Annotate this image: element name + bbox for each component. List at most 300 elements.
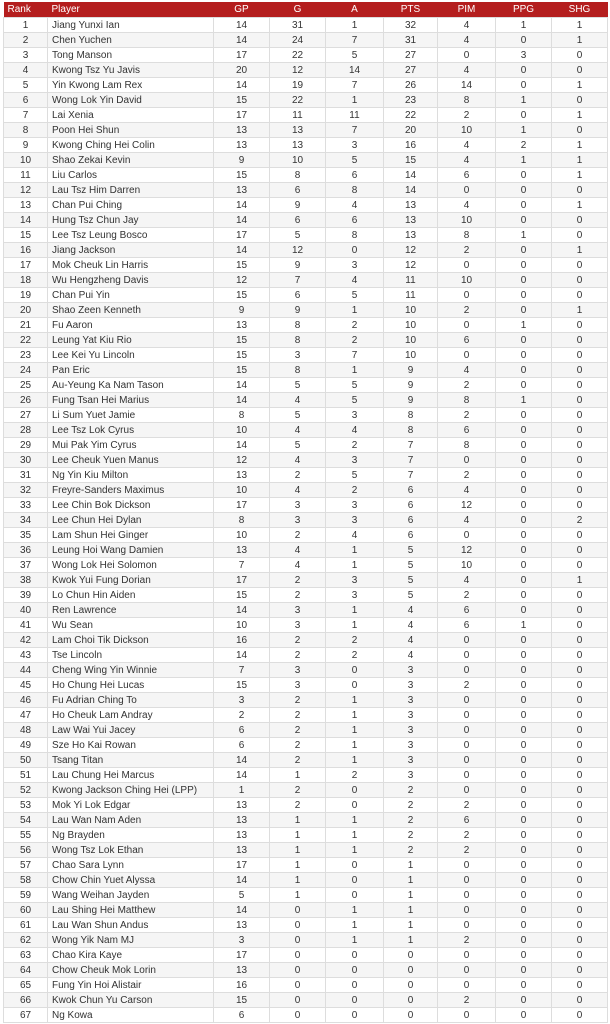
ppg-cell: 0	[496, 408, 552, 423]
gp-cell: 17	[214, 48, 270, 63]
player-name-cell: Wong Lok Hei Solomon	[48, 558, 214, 573]
player-name-cell: Tsang Titan	[48, 753, 214, 768]
g-cell: 0	[270, 963, 326, 978]
gp-cell: 13	[214, 918, 270, 933]
ppg-cell: 1	[496, 618, 552, 633]
ppg-cell: 1	[496, 318, 552, 333]
table-row	[4, 48, 608, 63]
gp-cell: 14	[214, 603, 270, 618]
pim-cell: 0	[438, 633, 496, 648]
player-name-cell: Chao Sara Lynn	[48, 858, 214, 873]
table-body	[4, 18, 608, 1023]
player-name-cell: Lee Chin Bok Dickson	[48, 498, 214, 513]
pts-cell: 1	[384, 873, 438, 888]
a-cell: 7	[326, 33, 384, 48]
a-cell: 4	[326, 198, 384, 213]
pim-cell: 10	[438, 558, 496, 573]
ppg-cell: 0	[496, 108, 552, 123]
gp-cell: 14	[214, 903, 270, 918]
a-cell: 0	[326, 798, 384, 813]
a-cell: 2	[326, 633, 384, 648]
player-name-cell: Ren Lawrence	[48, 603, 214, 618]
table-row	[4, 693, 608, 708]
pim-cell: 0	[438, 768, 496, 783]
pim-cell: 2	[438, 993, 496, 1008]
player-name-cell: Ng Kowa	[48, 1008, 214, 1023]
ppg-cell: 0	[496, 198, 552, 213]
pim-cell: 6	[438, 333, 496, 348]
column-header-pts[interactable]: PTS	[384, 2, 438, 18]
pts-cell: 4	[384, 603, 438, 618]
pts-cell: 1	[384, 903, 438, 918]
player-name-cell: Chow Chin Yuet Alyssa	[48, 873, 214, 888]
a-cell: 2	[326, 483, 384, 498]
pts-cell: 14	[384, 183, 438, 198]
rank-cell: 51	[4, 768, 48, 783]
gp-cell: 2	[214, 708, 270, 723]
pts-cell: 8	[384, 408, 438, 423]
shg-cell: 1	[552, 198, 608, 213]
ppg-cell: 0	[496, 348, 552, 363]
gp-cell: 17	[214, 108, 270, 123]
pts-cell: 26	[384, 78, 438, 93]
table-row	[4, 813, 608, 828]
column-header-player[interactable]: Player	[48, 2, 214, 18]
table-row	[4, 948, 608, 963]
rank-cell: 53	[4, 798, 48, 813]
g-cell: 1	[270, 873, 326, 888]
player-name-cell: Wong Yik Nam MJ	[48, 933, 214, 948]
gp-cell: 15	[214, 168, 270, 183]
table-row	[4, 483, 608, 498]
gp-cell: 9	[214, 153, 270, 168]
gp-cell: 17	[214, 948, 270, 963]
g-cell: 3	[270, 498, 326, 513]
rank-cell: 22	[4, 333, 48, 348]
pts-cell: 3	[384, 768, 438, 783]
g-cell: 13	[270, 138, 326, 153]
rank-cell: 54	[4, 813, 48, 828]
ppg-cell: 0	[496, 888, 552, 903]
rank-cell: 67	[4, 1008, 48, 1023]
shg-cell: 1	[552, 138, 608, 153]
table-row	[4, 858, 608, 873]
shg-cell: 0	[552, 333, 608, 348]
table-row	[4, 123, 608, 138]
player-name-cell: Lau Shing Hei Matthew	[48, 903, 214, 918]
ppg-cell: 0	[496, 678, 552, 693]
g-cell: 2	[270, 783, 326, 798]
g-cell: 0	[270, 978, 326, 993]
header-row	[4, 2, 608, 18]
shg-cell: 1	[552, 108, 608, 123]
g-cell: 2	[270, 633, 326, 648]
table-header	[4, 2, 608, 18]
table-row	[4, 558, 608, 573]
pts-cell: 3	[384, 753, 438, 768]
table-row	[4, 918, 608, 933]
a-cell: 4	[326, 423, 384, 438]
table-row	[4, 273, 608, 288]
player-name-cell: Lau Tsz Him Darren	[48, 183, 214, 198]
ppg-cell: 0	[496, 603, 552, 618]
gp-cell: 3	[214, 693, 270, 708]
rank-cell: 39	[4, 588, 48, 603]
player-name-cell: Lee Tsz Lok Cyrus	[48, 423, 214, 438]
a-cell: 3	[326, 513, 384, 528]
ppg-cell: 0	[496, 1008, 552, 1023]
gp-cell: 9	[214, 303, 270, 318]
column-header-rank[interactable]: Rank	[4, 2, 48, 18]
ppg-cell: 0	[496, 663, 552, 678]
gp-cell: 15	[214, 348, 270, 363]
ppg-cell: 0	[496, 258, 552, 273]
gp-cell: 14	[214, 378, 270, 393]
pts-cell: 4	[384, 618, 438, 633]
a-cell: 5	[326, 48, 384, 63]
gp-cell: 13	[214, 798, 270, 813]
table-row	[4, 678, 608, 693]
rank-cell: 50	[4, 753, 48, 768]
a-cell: 0	[326, 678, 384, 693]
pim-cell: 2	[438, 243, 496, 258]
g-cell: 2	[270, 588, 326, 603]
player-name-cell: Jiang Jackson	[48, 243, 214, 258]
table-row	[4, 888, 608, 903]
pim-cell: 2	[438, 828, 496, 843]
pim-cell: 10	[438, 123, 496, 138]
shg-cell: 0	[552, 363, 608, 378]
table-row	[4, 288, 608, 303]
ppg-cell: 0	[496, 723, 552, 738]
a-cell: 3	[326, 408, 384, 423]
ppg-cell: 0	[496, 828, 552, 843]
pts-cell: 6	[384, 483, 438, 498]
gp-cell: 12	[214, 453, 270, 468]
pim-cell: 0	[438, 903, 496, 918]
player-name-cell: Chow Cheuk Mok Lorin	[48, 963, 214, 978]
table-row	[4, 153, 608, 168]
gp-cell: 6	[214, 738, 270, 753]
g-cell: 2	[270, 648, 326, 663]
g-cell: 1	[270, 858, 326, 873]
a-cell: 7	[326, 123, 384, 138]
rank-cell: 43	[4, 648, 48, 663]
rank-cell: 41	[4, 618, 48, 633]
pts-cell: 5	[384, 573, 438, 588]
g-cell: 4	[270, 543, 326, 558]
table-row	[4, 843, 608, 858]
pts-cell: 16	[384, 138, 438, 153]
shg-cell: 1	[552, 18, 608, 33]
player-name-cell: Au-Yeung Ka Nam Tason	[48, 378, 214, 393]
a-cell: 1	[326, 753, 384, 768]
rank-cell: 40	[4, 603, 48, 618]
gp-cell: 8	[214, 408, 270, 423]
shg-cell: 0	[552, 768, 608, 783]
player-name-cell: Fu Adrian Ching To	[48, 693, 214, 708]
shg-cell: 0	[552, 93, 608, 108]
rank-cell: 2	[4, 33, 48, 48]
table-row	[4, 333, 608, 348]
table-row	[4, 348, 608, 363]
ppg-cell: 0	[496, 798, 552, 813]
ppg-cell: 0	[496, 498, 552, 513]
gp-cell: 14	[214, 873, 270, 888]
g-cell: 11	[270, 108, 326, 123]
player-name-cell: Shao Zekai Kevin	[48, 153, 214, 168]
a-cell: 2	[326, 318, 384, 333]
pim-cell: 0	[438, 348, 496, 363]
a-cell: 2	[326, 768, 384, 783]
gp-cell: 15	[214, 363, 270, 378]
pts-cell: 27	[384, 48, 438, 63]
pts-cell: 3	[384, 708, 438, 723]
g-cell: 22	[270, 48, 326, 63]
pim-cell: 4	[438, 573, 496, 588]
rank-cell: 52	[4, 783, 48, 798]
pim-cell: 4	[438, 363, 496, 378]
shg-cell: 0	[552, 873, 608, 888]
rank-cell: 29	[4, 438, 48, 453]
g-cell: 7	[270, 273, 326, 288]
rank-cell: 17	[4, 258, 48, 273]
gp-cell: 13	[214, 843, 270, 858]
a-cell: 8	[326, 183, 384, 198]
column-header-gp[interactable]: GP	[214, 2, 270, 18]
rank-cell: 19	[4, 288, 48, 303]
pts-cell: 6	[384, 498, 438, 513]
table-row	[4, 573, 608, 588]
pim-cell: 0	[438, 738, 496, 753]
pim-cell: 6	[438, 813, 496, 828]
table-row	[4, 213, 608, 228]
table-row	[4, 438, 608, 453]
a-cell: 2	[326, 648, 384, 663]
ppg-cell: 0	[496, 963, 552, 978]
column-header-a[interactable]: A	[326, 2, 384, 18]
g-cell: 1	[270, 813, 326, 828]
pts-cell: 2	[384, 828, 438, 843]
gp-cell: 13	[214, 318, 270, 333]
shg-cell: 0	[552, 453, 608, 468]
pts-cell: 13	[384, 213, 438, 228]
rank-cell: 35	[4, 528, 48, 543]
a-cell: 3	[326, 258, 384, 273]
g-cell: 12	[270, 243, 326, 258]
player-name-cell: Ho Cheuk Lam Andray	[48, 708, 214, 723]
table-row	[4, 618, 608, 633]
table-row	[4, 993, 608, 1008]
pts-cell: 11	[384, 288, 438, 303]
rank-cell: 42	[4, 633, 48, 648]
player-name-cell: Kwok Yui Fung Dorian	[48, 573, 214, 588]
player-name-cell: Kwong Tsz Yu Javis	[48, 63, 214, 78]
player-name-cell: Wong Lok Yin David	[48, 93, 214, 108]
gp-cell: 17	[214, 498, 270, 513]
gp-cell: 13	[214, 468, 270, 483]
a-cell: 7	[326, 348, 384, 363]
pts-cell: 10	[384, 348, 438, 363]
g-cell: 4	[270, 453, 326, 468]
rank-cell: 23	[4, 348, 48, 363]
rank-cell: 47	[4, 708, 48, 723]
shg-cell: 0	[552, 183, 608, 198]
g-cell: 5	[270, 408, 326, 423]
pts-cell: 5	[384, 558, 438, 573]
table-row	[4, 453, 608, 468]
g-cell: 9	[270, 303, 326, 318]
rank-cell: 32	[4, 483, 48, 498]
gp-cell: 7	[214, 663, 270, 678]
a-cell: 1	[326, 693, 384, 708]
pts-cell: 32	[384, 18, 438, 33]
rank-cell: 24	[4, 363, 48, 378]
shg-cell: 0	[552, 678, 608, 693]
table-row	[4, 168, 608, 183]
g-cell: 4	[270, 558, 326, 573]
shg-cell: 0	[552, 63, 608, 78]
pts-cell: 3	[384, 738, 438, 753]
a-cell: 6	[326, 168, 384, 183]
ppg-cell: 0	[496, 333, 552, 348]
pim-cell: 0	[438, 708, 496, 723]
column-header-g[interactable]: G	[270, 2, 326, 18]
shg-cell: 0	[552, 993, 608, 1008]
pts-cell: 13	[384, 228, 438, 243]
gp-cell: 16	[214, 633, 270, 648]
player-name-cell: Li Sum Yuet Jamie	[48, 408, 214, 423]
pim-cell: 0	[438, 873, 496, 888]
pts-cell: 9	[384, 393, 438, 408]
g-cell: 1	[270, 843, 326, 858]
column-header-pim[interactable]: PIM	[438, 2, 496, 18]
rank-cell: 37	[4, 558, 48, 573]
pim-cell: 4	[438, 138, 496, 153]
gp-cell: 14	[214, 78, 270, 93]
a-cell: 1	[326, 558, 384, 573]
pts-cell: 12	[384, 243, 438, 258]
ppg-cell: 0	[496, 573, 552, 588]
g-cell: 6	[270, 183, 326, 198]
table-row	[4, 933, 608, 948]
table-row	[4, 738, 608, 753]
rank-cell: 9	[4, 138, 48, 153]
a-cell: 0	[326, 858, 384, 873]
player-name-cell: Fung Tsan Hei Marius	[48, 393, 214, 408]
g-cell: 5	[270, 228, 326, 243]
g-cell: 9	[270, 198, 326, 213]
column-header-ppg[interactable]: PPG	[496, 2, 552, 18]
shg-cell: 0	[552, 843, 608, 858]
rank-cell: 11	[4, 168, 48, 183]
a-cell: 1	[326, 738, 384, 753]
gp-cell: 14	[214, 438, 270, 453]
pim-cell: 2	[438, 108, 496, 123]
ppg-cell: 0	[496, 903, 552, 918]
shg-cell: 0	[552, 393, 608, 408]
gp-cell: 13	[214, 123, 270, 138]
gp-cell: 12	[214, 273, 270, 288]
player-name-cell: Lam Shun Hei Ginger	[48, 528, 214, 543]
pim-cell: 4	[438, 33, 496, 48]
a-cell: 6	[326, 213, 384, 228]
g-cell: 0	[270, 1008, 326, 1023]
a-cell: 0	[326, 948, 384, 963]
shg-cell: 0	[552, 708, 608, 723]
pim-cell: 10	[438, 213, 496, 228]
shg-cell: 0	[552, 498, 608, 513]
player-name-cell: Jiang Yunxi Ian	[48, 18, 214, 33]
shg-cell: 0	[552, 633, 608, 648]
shg-cell: 0	[552, 288, 608, 303]
gp-cell: 15	[214, 93, 270, 108]
a-cell: 1	[326, 363, 384, 378]
table-row	[4, 873, 608, 888]
rank-cell: 55	[4, 828, 48, 843]
pim-cell: 0	[438, 648, 496, 663]
ppg-cell: 0	[496, 513, 552, 528]
pts-cell: 3	[384, 723, 438, 738]
rank-cell: 20	[4, 303, 48, 318]
column-header-shg[interactable]: SHG	[552, 2, 608, 18]
g-cell: 31	[270, 18, 326, 33]
ppg-cell: 0	[496, 708, 552, 723]
table-row	[4, 753, 608, 768]
table-row	[4, 648, 608, 663]
rank-cell: 31	[4, 468, 48, 483]
player-name-cell: Chan Pui Yin	[48, 288, 214, 303]
pim-cell: 0	[438, 288, 496, 303]
pts-cell: 2	[384, 798, 438, 813]
pts-cell: 9	[384, 378, 438, 393]
table-row	[4, 228, 608, 243]
g-cell: 2	[270, 708, 326, 723]
g-cell: 4	[270, 393, 326, 408]
a-cell: 1	[326, 843, 384, 858]
rank-cell: 3	[4, 48, 48, 63]
rank-cell: 18	[4, 273, 48, 288]
table-row	[4, 588, 608, 603]
player-name-cell: Lee Tsz Leung Bosco	[48, 228, 214, 243]
pim-cell: 4	[438, 63, 496, 78]
player-name-cell: Lau Wan Nam Aden	[48, 813, 214, 828]
table-row	[4, 468, 608, 483]
pts-cell: 7	[384, 453, 438, 468]
a-cell: 0	[326, 243, 384, 258]
ppg-cell: 0	[496, 288, 552, 303]
g-cell: 13	[270, 123, 326, 138]
rank-cell: 44	[4, 663, 48, 678]
player-name-cell: Lee Kei Yu Lincoln	[48, 348, 214, 363]
rank-cell: 6	[4, 93, 48, 108]
player-name-cell: Wong Tsz Lok Ethan	[48, 843, 214, 858]
pts-cell: 0	[384, 948, 438, 963]
pim-cell: 6	[438, 168, 496, 183]
shg-cell: 0	[552, 828, 608, 843]
shg-cell: 0	[552, 468, 608, 483]
rank-cell: 61	[4, 918, 48, 933]
table-row	[4, 903, 608, 918]
table-row	[4, 513, 608, 528]
pts-cell: 20	[384, 123, 438, 138]
g-cell: 0	[270, 918, 326, 933]
gp-cell: 13	[214, 138, 270, 153]
pim-cell: 0	[438, 318, 496, 333]
table-row	[4, 63, 608, 78]
table-row	[4, 33, 608, 48]
pim-cell: 14	[438, 78, 496, 93]
